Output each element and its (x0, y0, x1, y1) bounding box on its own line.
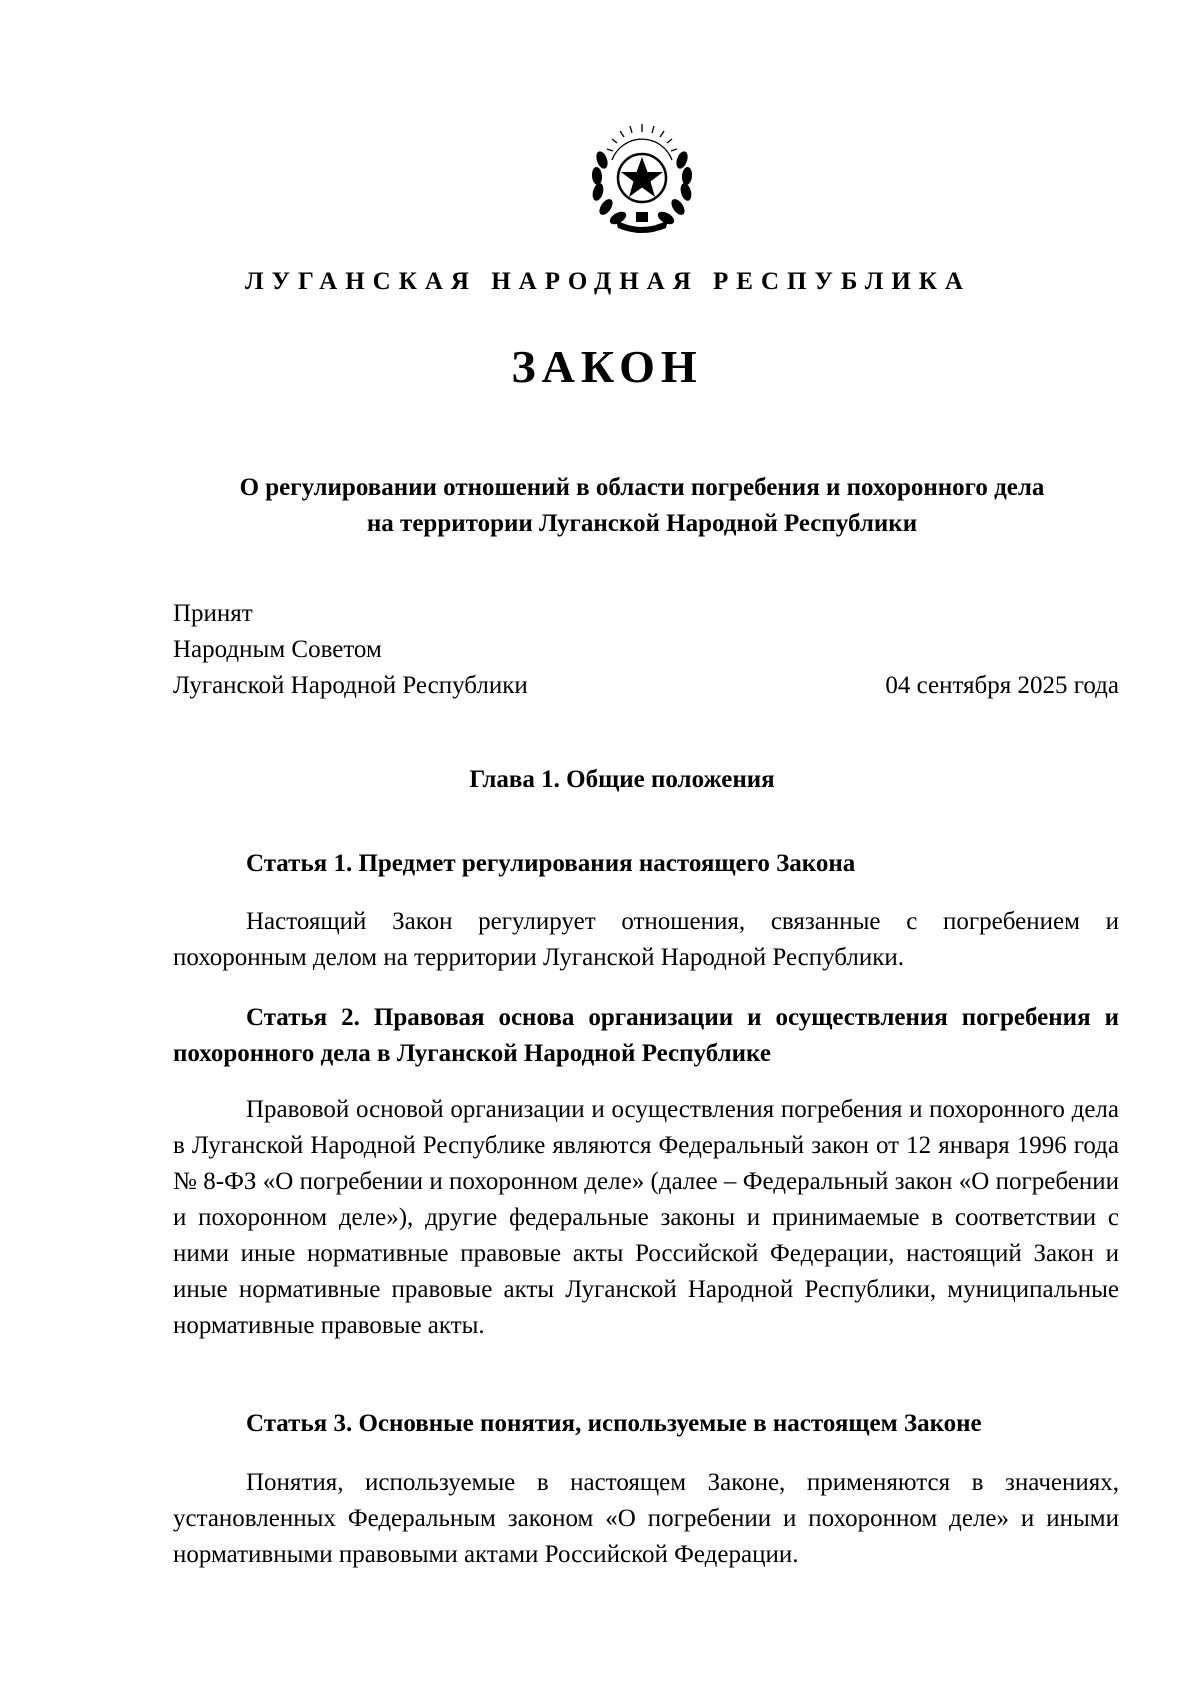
article-1-heading: Статья 1. Предмет регулирования настоящего Закона (246, 850, 856, 877)
law-title-line-2: на территории Луганской Народной Республики (366, 510, 918, 537)
article-2-heading: Статья 2. Правовая основа организации и осуществления погребения и похоронного дела в Луганской Народной Республике (173, 1004, 1119, 1067)
republic-name: ЛУГАНСКАЯ НАРОДНАЯ РЕСПУБЛИКА (245, 268, 971, 295)
state-emblem-icon (582, 120, 702, 236)
article-3-text: Понятия, используемые в настоящем Законе, применяются в значениях, установленных Федеральным законом «О погребении и похоронном деле» и иными нормативными правовыми актами Российской Федерации. (173, 1469, 1119, 1568)
law-title (150, 470, 1134, 542)
law-title-line-1: О регулировании отношений в области погребения и похоронного дела (239, 474, 1045, 501)
adoption-line-1: Принят (173, 600, 253, 627)
document-type: ЗАКОН (511, 341, 703, 392)
adoption-date: 04 сентября 2025 года (885, 672, 1119, 699)
article-2-text: Правовой основой организации и осуществления погребения и похоронного дела в Луганской Народной Республике являются Федеральный закон от 12 января 1996 года № 8-ФЗ «О погребении и похоронном деле» (далее – Федеральный закон «О погребении и похоронном деле»), другие федеральные законы и принимаемые в соответствии с ними иные нормативные правовые акты Российской Федерации, настоящий Закон и иные нормативные правовые акты Луганской Народной Республики, муниципальные нормативные правовые акты. (173, 1096, 1119, 1339)
adoption-block (173, 596, 528, 704)
adoption-line-3: Луганской Народной Республики (173, 672, 528, 699)
chapter-title: Глава 1. Общие положения (469, 766, 775, 793)
article-1-text: Настоящий Закон регулирует отношения, связанные с погребением и похоронным делом на территории Луганской Народной Республики. (173, 908, 1119, 971)
adoption-line-2: Народным Советом (173, 636, 382, 663)
article-3-heading: Статья 3. Основные понятия, используемые в настоящем Законе (246, 1410, 982, 1437)
